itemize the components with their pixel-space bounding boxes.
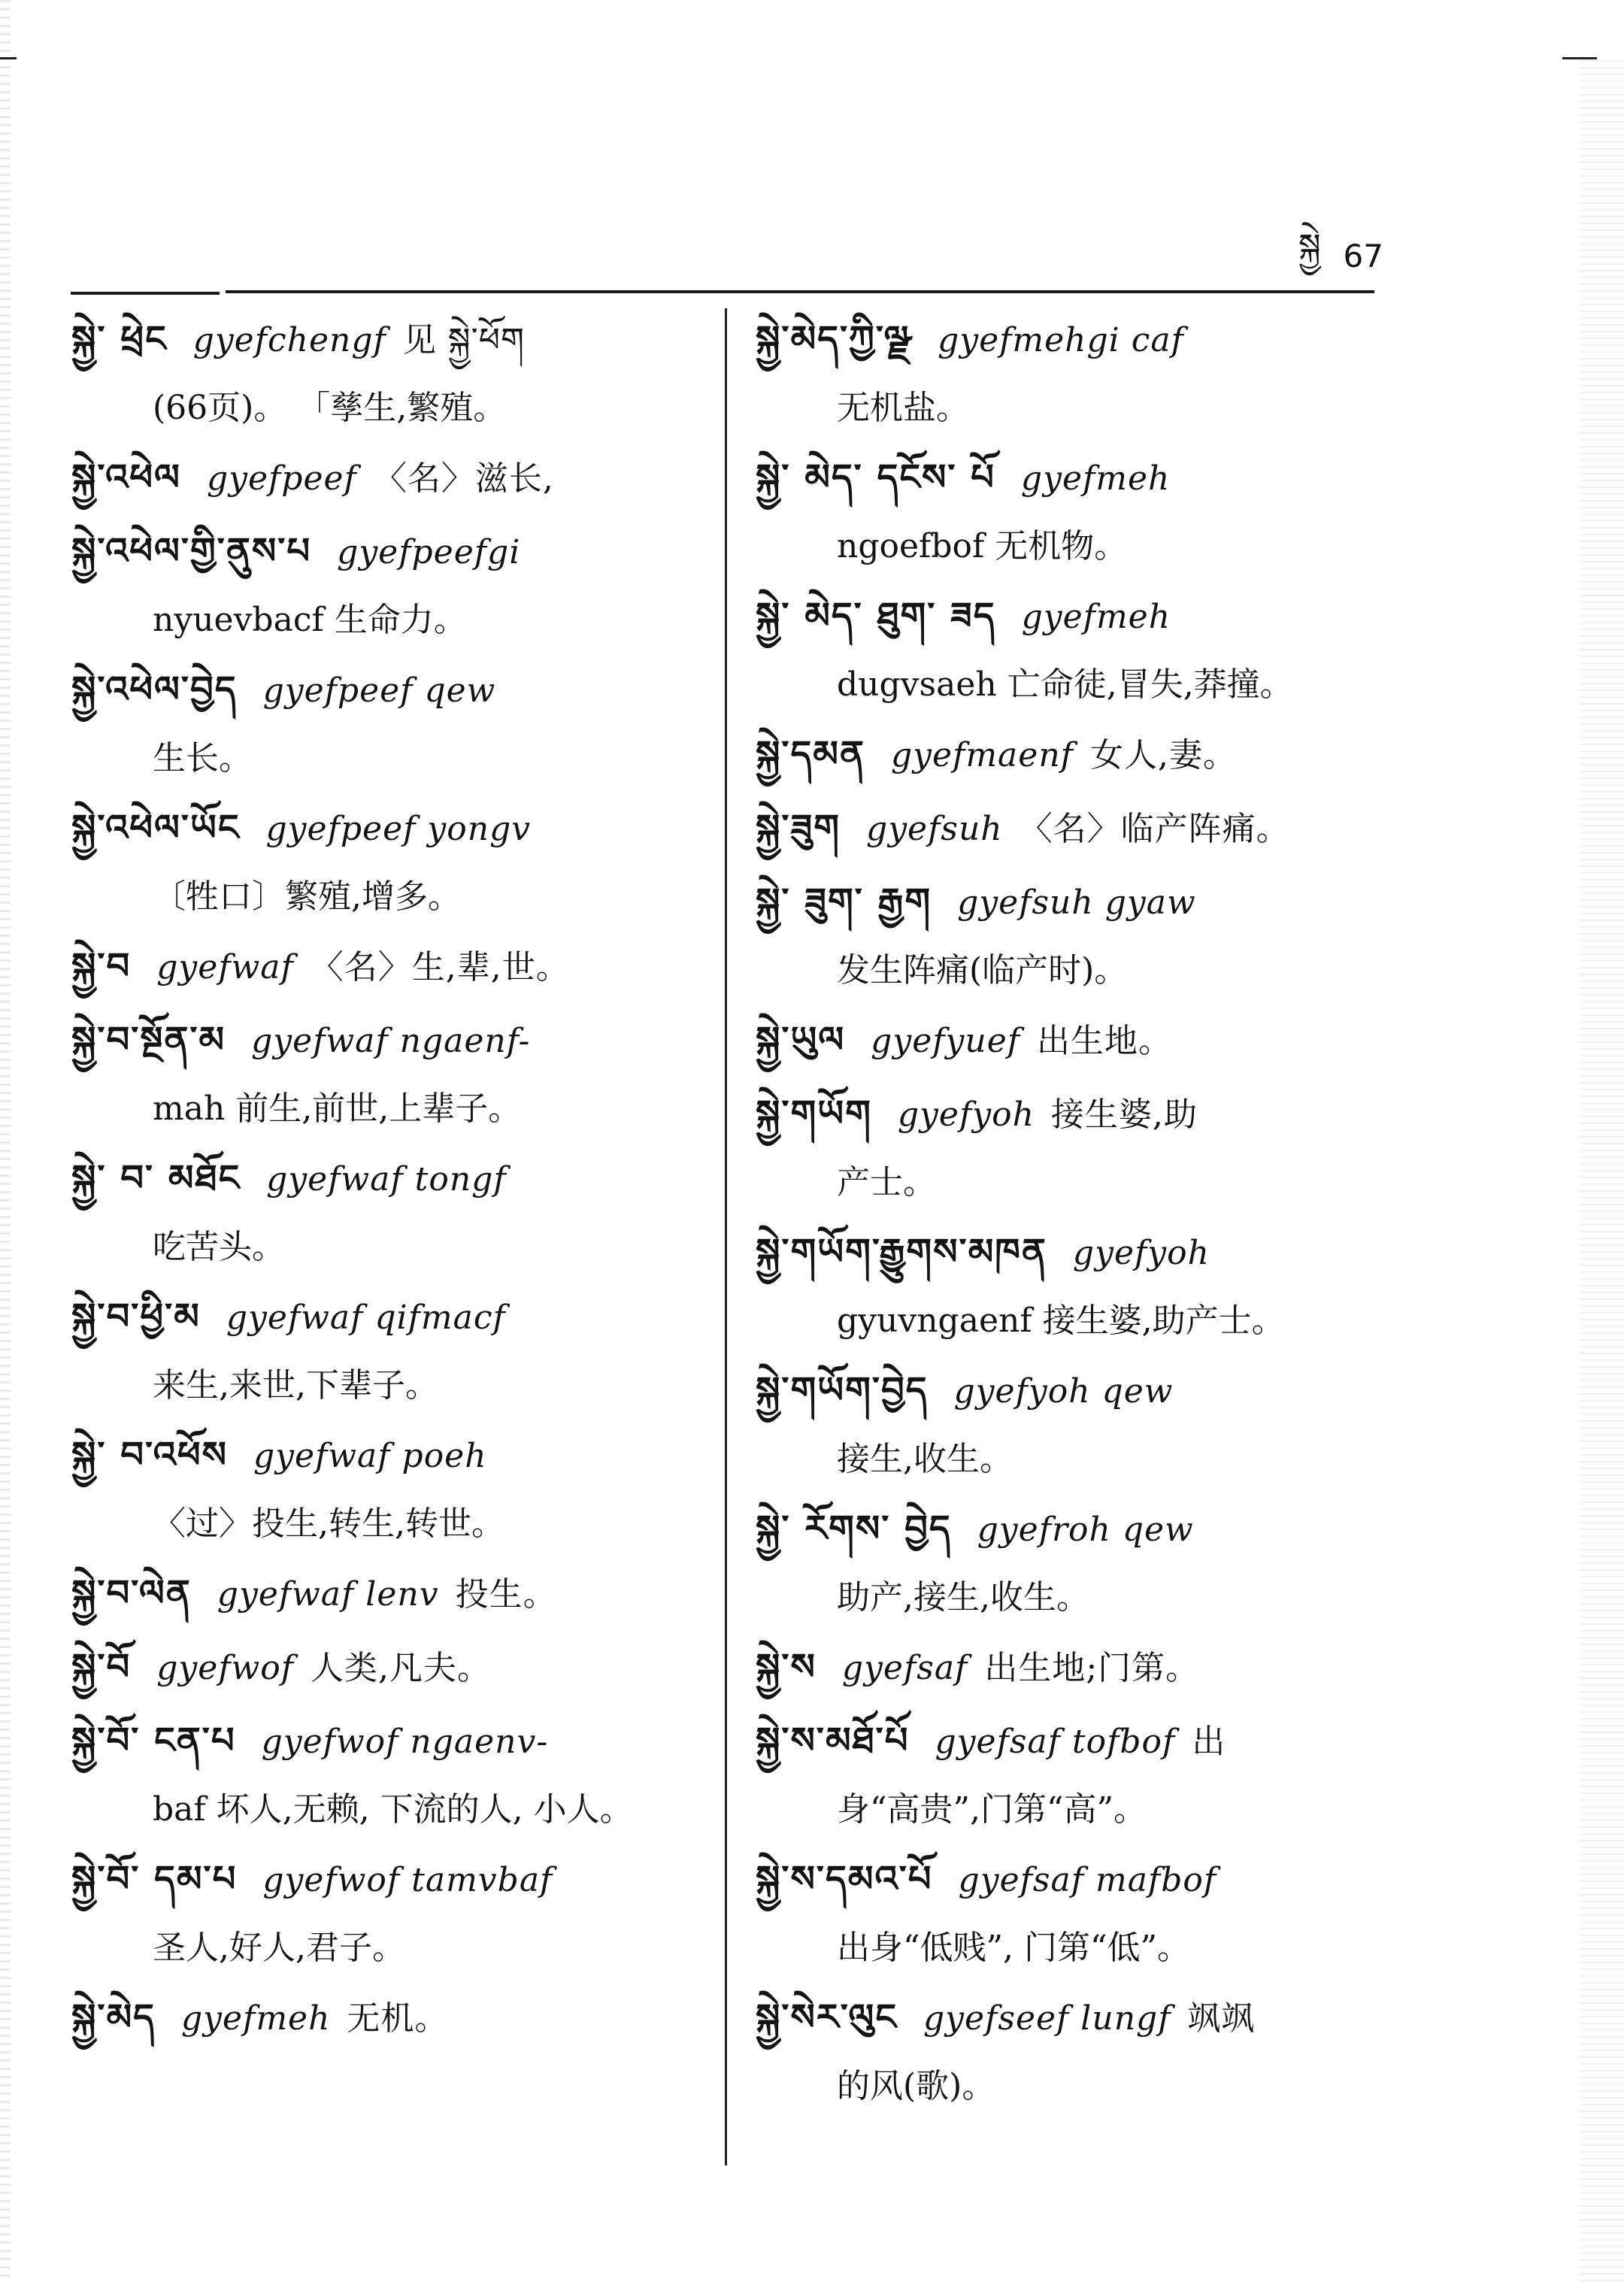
entry-continuation: baf 坏人,无赖, 下流的人, 小人。 [153, 1790, 633, 1829]
dictionary-entry [71, 1005, 703, 1076]
entry-definition: 见 སྐྱེ་ཕོག [402, 321, 525, 359]
entry-headword: སྐྱེ་མེད་ཀྱི་ལྫ [756, 318, 913, 360]
entry-continuation: 的风(歌)。 [837, 2067, 995, 2105]
scan-edge-left [0, 0, 11, 2282]
dictionary-entry [756, 1005, 1395, 1076]
entry-romanization: gyefwaf poeh [253, 1437, 487, 1475]
dictionary-entry [71, 655, 703, 726]
entry-romanization: gyefwaf ngaenf- [251, 1022, 531, 1060]
entry-continuation: 接生,收生。 [837, 1440, 1013, 1478]
entry-continuation: (66页)。 「孳生,繁殖。 [153, 389, 507, 427]
dictionary-entry [756, 1217, 1395, 1288]
entry-romanization: gyefsuh [866, 810, 1003, 848]
crop-mark-left [0, 57, 17, 59]
entry-romanization: gyefwaf tongf [266, 1160, 507, 1199]
entry-definition: 〈名〉临产阵痛。 [1019, 810, 1290, 848]
dictionary-entry [71, 1559, 703, 1629]
entry-definition: 〈名〉生,辈,世。 [310, 948, 570, 986]
dictionary-entry [756, 581, 1395, 652]
dictionary-entry [71, 1282, 703, 1353]
dictionary-entry [71, 1144, 703, 1214]
entry-continuation: 生长。 [153, 739, 252, 777]
entry-romanization: gyefyuef [871, 1022, 1021, 1060]
entry-continuation: gyuvngaenf 接生婆,助产士。 [837, 1302, 1285, 1340]
left-column [71, 305, 703, 2056]
dictionary-entry [71, 932, 703, 1002]
entry-romanization: gyefsaf [841, 1649, 968, 1687]
entry-continuation: 来生,来世,下辈子。 [153, 1366, 438, 1405]
entry-headword: སྐྱེ་འཕེལ [71, 456, 181, 499]
right-column [756, 305, 1395, 2121]
page-number: 67 [1343, 237, 1383, 274]
dictionary-entry [756, 720, 1395, 790]
entry-continuation: 无机盐。 [837, 389, 969, 427]
entry-definition: 飒飒 [1187, 1999, 1256, 2038]
dictionary-entry [756, 305, 1395, 375]
entry-romanization: gyefmeh [1021, 598, 1171, 636]
entry-headword: སྐྱེ་མེད [71, 1996, 156, 2038]
entry-romanization: gyefmehgi caf [938, 321, 1184, 359]
entry-headword: སྐྱེ་བ་ཕྱི་མ [71, 1296, 201, 1338]
dictionary-entry [71, 443, 703, 514]
entry-headword: སྐྱེ་བོ [71, 1646, 132, 1688]
entry-headword: སྐྱེ་བ [71, 945, 132, 987]
entry-headword: སྐྱེ་བོ་ དམ་པ [71, 1858, 238, 1900]
entry-headword: སྐྱེ་ བ་འཕོས [71, 1434, 229, 1476]
entry-continuation: dugvsaeh 亡命徒,冒失,莽撞。 [837, 665, 1293, 704]
dictionary-entry [756, 867, 1395, 938]
dictionary-entry [71, 1844, 703, 1915]
dictionary-entry [756, 1356, 1395, 1426]
entry-romanization: gyefyoh qew [953, 1372, 1174, 1411]
entry-romanization: gyefsaf tofbof [935, 1723, 1176, 1761]
entry-romanization: gyefmaenf [890, 736, 1074, 774]
entry-continuation: 身“高贵”,门第“高”。 [837, 1790, 1147, 1829]
entry-romanization: gyefmeh [1020, 459, 1171, 498]
dictionary-entry [756, 1844, 1395, 1915]
entry-continuation: ngoefbof 无机物。 [837, 527, 1128, 565]
entry-headword: སྐྱེ་དམན [756, 733, 865, 775]
entry-romanization: gyefwof tamvbaf [262, 1861, 553, 1899]
entry-romanization: gyefpeef qew [262, 671, 496, 710]
header-rule-long [226, 290, 1374, 293]
entry-headword: སྐྱེ་ མེད་ དངོས་ པོ [756, 456, 995, 499]
scan-edge-right [1579, 60, 1624, 2282]
entry-romanization: gyefyoh [1072, 1234, 1210, 1272]
entry-continuation: mah 前生,前世,上辈子。 [153, 1089, 522, 1128]
entry-definition: 出 [1192, 1723, 1226, 1761]
entry-continuation: 助产,接生,收生。 [837, 1578, 1089, 1617]
entry-headword: སྐྱེ་ ཟུག་ རྒྱག [756, 880, 932, 923]
dictionary-entry [756, 1983, 1395, 2053]
entry-romanization: gyefpeef yongv [265, 810, 532, 848]
entry-definition: 无机。 [347, 1999, 449, 2038]
entry-headword: སྐྱེ་འཕེལ་ཡོང [71, 807, 241, 849]
column-divider [725, 308, 727, 2165]
dictionary-entry [71, 1706, 703, 1777]
header-rule-short [71, 292, 220, 295]
dictionary-entry [756, 1079, 1395, 1150]
dictionary-entry [71, 517, 703, 587]
dictionary-entry [756, 1706, 1395, 1777]
entry-romanization: gyefpeefgi [337, 533, 521, 571]
entry-romanization: gyefpeef [206, 459, 357, 498]
entry-headword: སྐྱེ་སེར་ལུང [756, 1996, 898, 2038]
entry-romanization: gyefseef lungf [923, 1999, 1171, 2038]
entry-romanization: gyefwaf [156, 948, 294, 986]
running-head: སྐྱེ [1298, 227, 1321, 265]
dictionary-entry [756, 1494, 1395, 1565]
entry-romanization: gyefwaf lenv [217, 1575, 439, 1614]
entry-headword: སྐྱེ་གཡོག་རྒྱུགས་མཁན [756, 1231, 1047, 1273]
dictionary-entry [71, 1983, 703, 2053]
entry-headword: སྐྱེ་བ་ལེན [71, 1572, 192, 1614]
entry-definition: 〈名〉滋长, [373, 459, 554, 498]
entry-romanization: gyefwof ngaenv- [261, 1723, 549, 1761]
entry-definition: 接生婆,助 [1050, 1096, 1198, 1134]
entry-headword: སྐྱེ་ ཕྲེང [71, 318, 168, 360]
entry-definition: 出生地;门第。 [984, 1649, 1200, 1687]
entry-definition: 投生。 [455, 1575, 557, 1614]
dictionary-entry [71, 1632, 703, 1703]
dictionary-entry [756, 793, 1395, 864]
entry-continuation: 出身“低贱”, 门第“低”。 [837, 1929, 1190, 1967]
entry-continuation: 发生阵痛(临产时)。 [837, 951, 1128, 989]
entry-romanization: gyefwof [156, 1649, 295, 1687]
entry-continuation: nyuevbacf 生命力。 [153, 601, 467, 639]
page-header [1203, 226, 1383, 286]
dictionary-entry [756, 1632, 1395, 1703]
entry-romanization: gyefsaf mafbof [958, 1861, 1217, 1899]
dictionary-entry [71, 1420, 703, 1491]
entry-headword: སྐྱེ་ མེད་ ཐུག་ ཟད [756, 595, 996, 637]
entry-definition: 人类,凡夫。 [311, 1649, 492, 1687]
entry-headword: སྐྱེ་ཡུལ [756, 1019, 846, 1061]
entry-continuation: 〈过〉投生,转生,转世。 [153, 1505, 504, 1543]
entry-definition: 出生地。 [1037, 1022, 1173, 1060]
entry-headword: སྐྱེ་གཡོག [756, 1093, 872, 1135]
entry-continuation: 产士。 [837, 1163, 936, 1202]
entry-romanization: gyefmeh [180, 1999, 331, 2038]
entry-romanization: gyefchengf [192, 321, 386, 359]
dictionary-entry [71, 305, 703, 375]
crop-mark-right [1562, 57, 1597, 59]
entry-headword: སྐྱེ་གཡོག་བྱེད [756, 1369, 929, 1411]
entry-romanization: gyefwaf qifmacf [226, 1299, 506, 1337]
entry-headword: སྐྱེ་འཕེལ་བྱེད [71, 668, 238, 711]
entry-headword: སྐྱེ་ས [756, 1646, 817, 1688]
entry-continuation: 〔牲口〕繁殖,增多。 [153, 877, 461, 916]
entry-continuation: 吃苦头。 [153, 1228, 285, 1266]
dictionary-entry [756, 443, 1395, 514]
entry-headword: སྐྱེ་བོ་ ངན་པ [71, 1720, 236, 1762]
entry-headword: སྐྱེ་ རོགས་ བྱེད [756, 1508, 952, 1550]
entry-romanization: gyefroh qew [977, 1511, 1194, 1549]
entry-headword: སྐྱེ་བ་སྔོན་མ [71, 1019, 226, 1061]
entry-headword: སྐྱེ་ཟུག [756, 807, 841, 849]
entry-headword: སྐྱེ་ས་དམའ་པོ [756, 1858, 933, 1900]
entry-headword: སྐྱེ་འཕེལ་གྱི་ནུས་པ [71, 530, 312, 572]
entry-romanization: gyefsuh gyaw [957, 883, 1196, 922]
entry-romanization: gyefyoh [897, 1096, 1035, 1134]
dictionary-entry [71, 793, 703, 864]
entry-continuation: 圣人,好人,君子。 [153, 1929, 405, 1967]
entry-headword: སྐྱེ་ བ་ མཐོང [71, 1157, 241, 1199]
entry-definition: 女人,妻。 [1089, 736, 1237, 774]
entry-headword: སྐྱེ་ས་མཐོ་པོ [756, 1720, 910, 1762]
